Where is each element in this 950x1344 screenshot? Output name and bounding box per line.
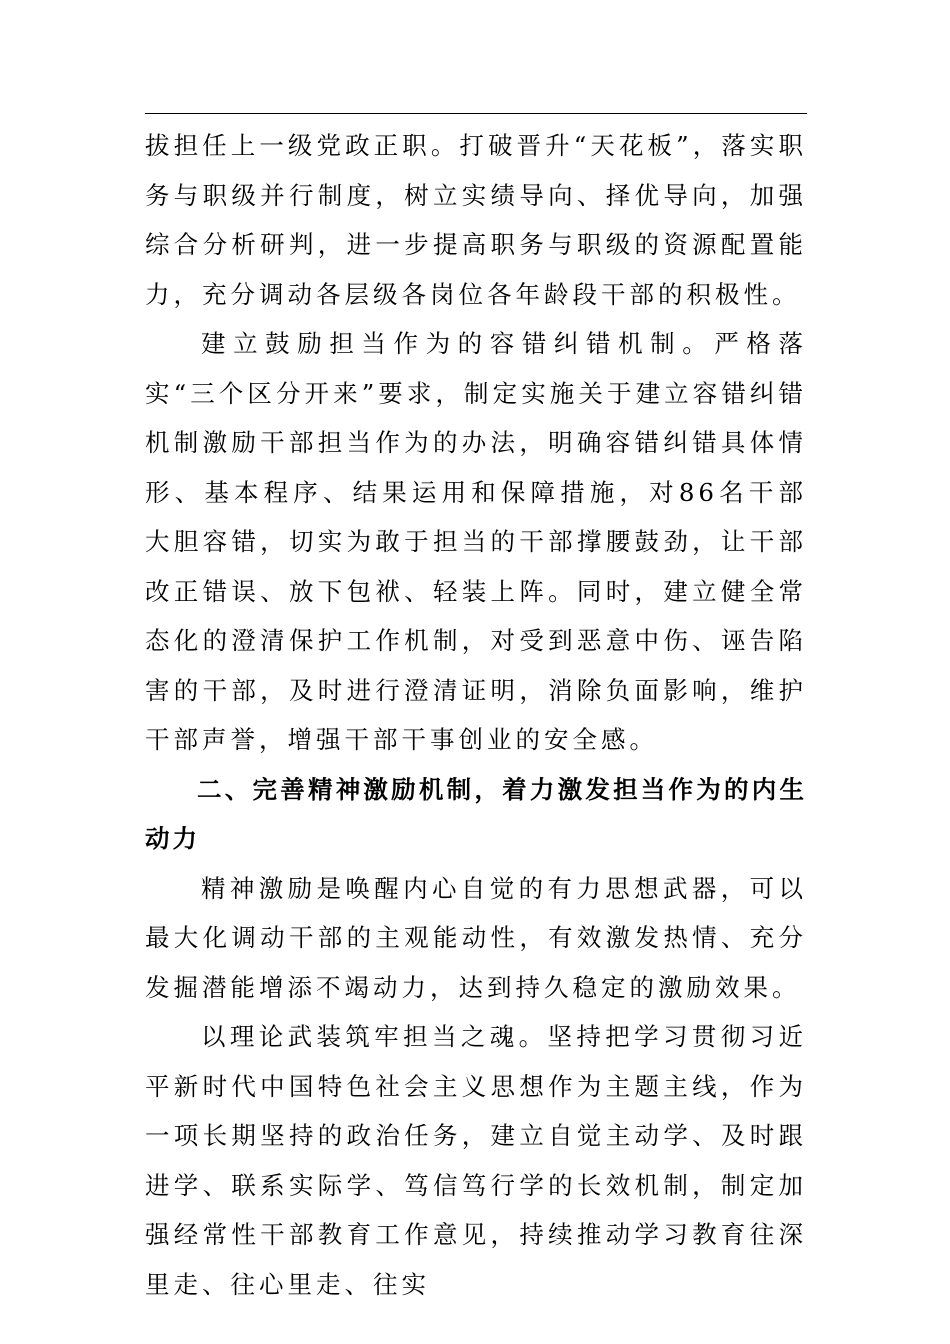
header-rule xyxy=(145,113,807,114)
paragraph-spiritual-incentive: 精神激励是唤醒内心自觉的有力思想武器，可以最大化调动干部的主观能动性，有效激发热情、充分发掘潜能增添不竭动力，达到持久稳定的激励效果。 xyxy=(145,873,807,1002)
section-heading: 二、完善精神激励机制，着力激发担当作为的内生动力 xyxy=(145,774,807,853)
paragraph-fault-tolerance: 建立鼓励担当作为的容错纠错机制。严格落实“三个区分开来”要求，制定实施关于建立容错纠错机制激励干部担当作为的办法，明确容错纠错具体情形、基本程序、结果运用和保障措施，对86名干部大胆容错，切实为敢于担当的干部撑腰鼓劲，让干部改正错误、放下包袱、轻装上阵。同时，建立健全常态化的澄清保护工作机制，对受到恶意中伤、诬告陷害的干部，及时进行澄清证明，消除负面影响，维护干部声誉，增强干部干事创业的安全感。 xyxy=(145,329,807,754)
paragraph-continuation: 拔担任上一级党政正职。打破晋升“天花板”，落实职务与职级并行制度，树立实绩导向、择优导向，加强综合分析研判，进一步提高职务与职级的资源配置能力，充分调动各层级各岗位各年龄段干部的积极性。 xyxy=(145,131,807,309)
document-body xyxy=(145,121,807,1309)
paragraph-theory-armament: 以理论武装筑牢担当之魂。坚持把学习贯彻习近平新时代中国特色社会主义思想作为主题主线，作为一项长期坚持的政治任务，建立自觉主动学、及时跟进学、联系实际学、笃信笃行学的长效机制，制定加强经常性干部教育工作意见，持续推动学习教育往深里走、往心里走、往实 xyxy=(145,1022,807,1299)
